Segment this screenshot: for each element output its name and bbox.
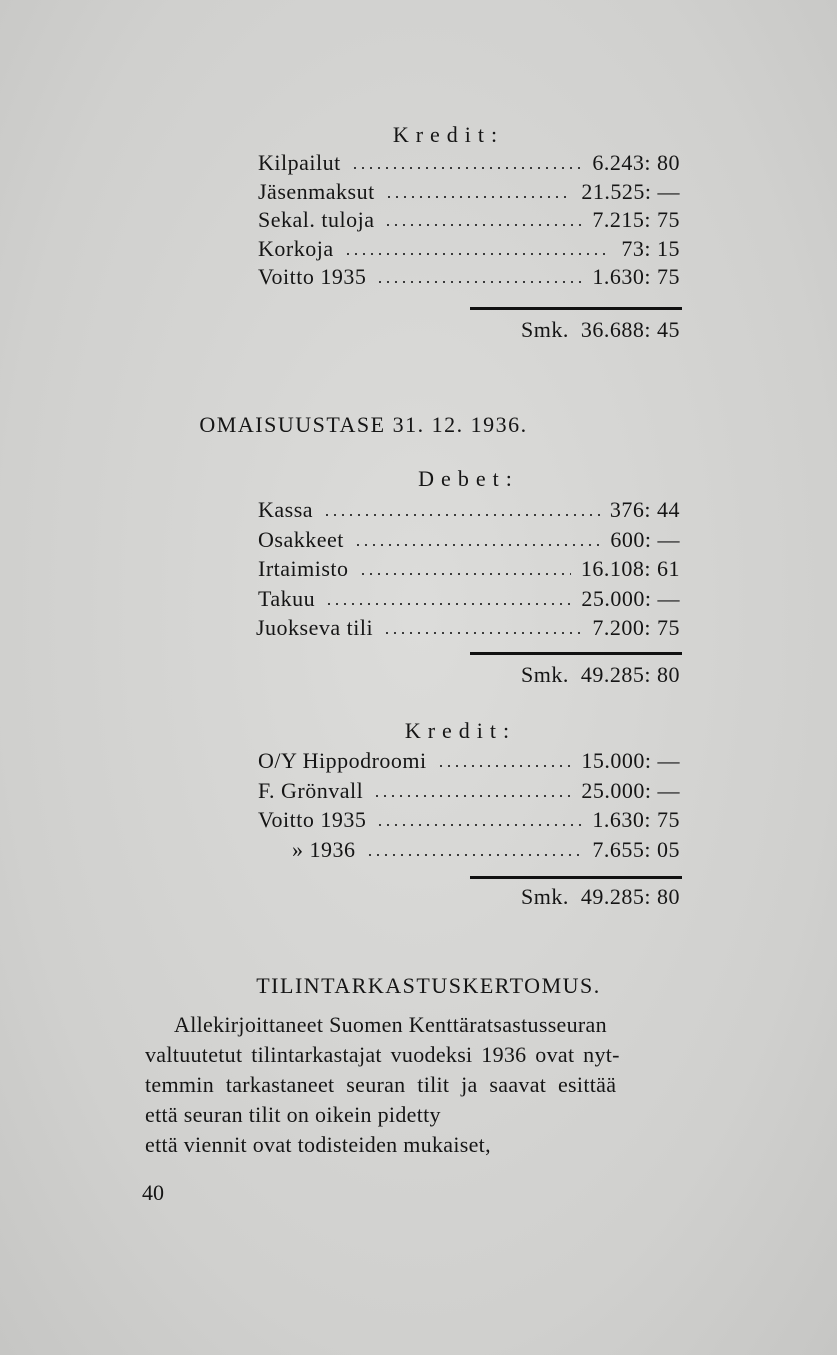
debet-label: Juokseva tili: [256, 615, 374, 640]
omaisuustase-title: OMAISUUSTASE 31. 12. 1936.: [199, 412, 528, 437]
audit-line-3: temmin tarkastaneet seuran tilit ja saavat esittää: [145, 1072, 617, 1097]
dot-leader: [351, 167, 582, 169]
sum-rule-1: [470, 307, 682, 310]
sum-rule-2: [470, 652, 682, 655]
kredit-heading-1: Kredit:: [392, 122, 505, 147]
kredit2-label: O/Y Hippodroomi: [258, 748, 427, 773]
dot-leader: [359, 573, 571, 575]
kredit1-amount: 1.630: 75: [592, 264, 680, 289]
debet-amount: 25.000: —: [581, 585, 680, 611]
debet-label: Irtaimisto: [258, 556, 349, 581]
kredit1-label: Korkoja: [258, 235, 334, 261]
audit-title: TILINTARKASTUSKERTOMUS.: [256, 973, 601, 998]
dot-leader: [366, 854, 582, 856]
dot-leader: [385, 196, 571, 198]
kredit2-amount: 25.000: —: [581, 777, 680, 803]
kredit2-row: [0, 776, 837, 806]
kredit1-amount: 73: 15: [621, 235, 680, 261]
dot-leader: [437, 765, 571, 767]
kredit2-amount: 1.630: 75: [592, 807, 680, 832]
debet-heading: Debet:: [418, 466, 519, 491]
debet-row: [0, 613, 837, 643]
debet-row: [0, 584, 837, 614]
kredit1-label: Sekal. tuloja: [258, 207, 375, 232]
kredit1-amount: 7.215: 75: [592, 207, 680, 232]
kredit1-label: Kilpailut: [258, 150, 341, 175]
kredit2-amount: 7.655: 05: [592, 836, 680, 862]
kredit1-row: [0, 262, 837, 292]
dot-leader: [383, 632, 582, 634]
dot-leader: [376, 824, 582, 826]
page-number: 40: [142, 1180, 164, 1205]
audit-line-4: että seuran tilit on oikein pidetty: [145, 1102, 441, 1127]
kredit2-total: Smk. 49.285: 80: [521, 884, 680, 909]
dot-leader: [325, 603, 571, 605]
audit-line-2: valtuutetut tilintarkastajat vuodeksi 1936 ovat nyt-: [145, 1042, 620, 1067]
kredit1-label: Jäsenmaksut: [258, 178, 375, 204]
kredit1-label: Voitto 1935: [258, 264, 367, 289]
debet-label: Osakkeet: [258, 526, 344, 552]
kredit2-row: [0, 805, 837, 835]
kredit2-label: » 1936: [292, 836, 356, 862]
debet-row: [0, 554, 837, 584]
dot-leader: [323, 514, 600, 516]
kredit2-label: Voitto 1935: [258, 807, 367, 832]
dot-leader: [354, 544, 600, 546]
sum-rule-3: [470, 876, 682, 879]
dot-leader: [384, 224, 582, 226]
kredit-heading-2: Kredit:: [404, 718, 517, 743]
debet-label: Kassa: [258, 497, 314, 522]
dot-leader: [373, 795, 571, 797]
kredit2-row: [0, 746, 837, 776]
kredit2-amount: 15.000: —: [581, 748, 680, 773]
debet-total: Smk. 49.285: 80: [521, 662, 680, 687]
debet-amount: 16.108: 61: [580, 556, 680, 581]
dot-leader: [376, 281, 582, 283]
kredit1-row: [0, 234, 837, 264]
kredit2-label: F. Grönvall: [258, 777, 364, 803]
debet-amount: 600: —: [610, 526, 680, 552]
kredit2-row: [0, 835, 837, 865]
debet-row: [0, 495, 837, 525]
audit-line-5: että viennit ovat todisteiden mukaiset,: [145, 1132, 491, 1157]
debet-label: Takuu: [258, 585, 316, 611]
kredit1-row: [0, 205, 837, 235]
audit-line-1: Allekirjoittaneet Suomen Kenttäratsastusseuran: [174, 1012, 607, 1037]
kredit1-total: Smk. 36.688: 45: [521, 317, 680, 342]
debet-amount: 7.200: 75: [592, 615, 680, 640]
debet-row: [0, 525, 837, 555]
kredit1-row: [0, 148, 837, 178]
kredit1-amount: 21.525: —: [581, 178, 680, 204]
kredit1-row: [0, 177, 837, 207]
kredit1-amount: 6.243: 80: [592, 150, 680, 175]
debet-amount: 376: 44: [609, 497, 680, 522]
dot-leader: [344, 253, 611, 255]
